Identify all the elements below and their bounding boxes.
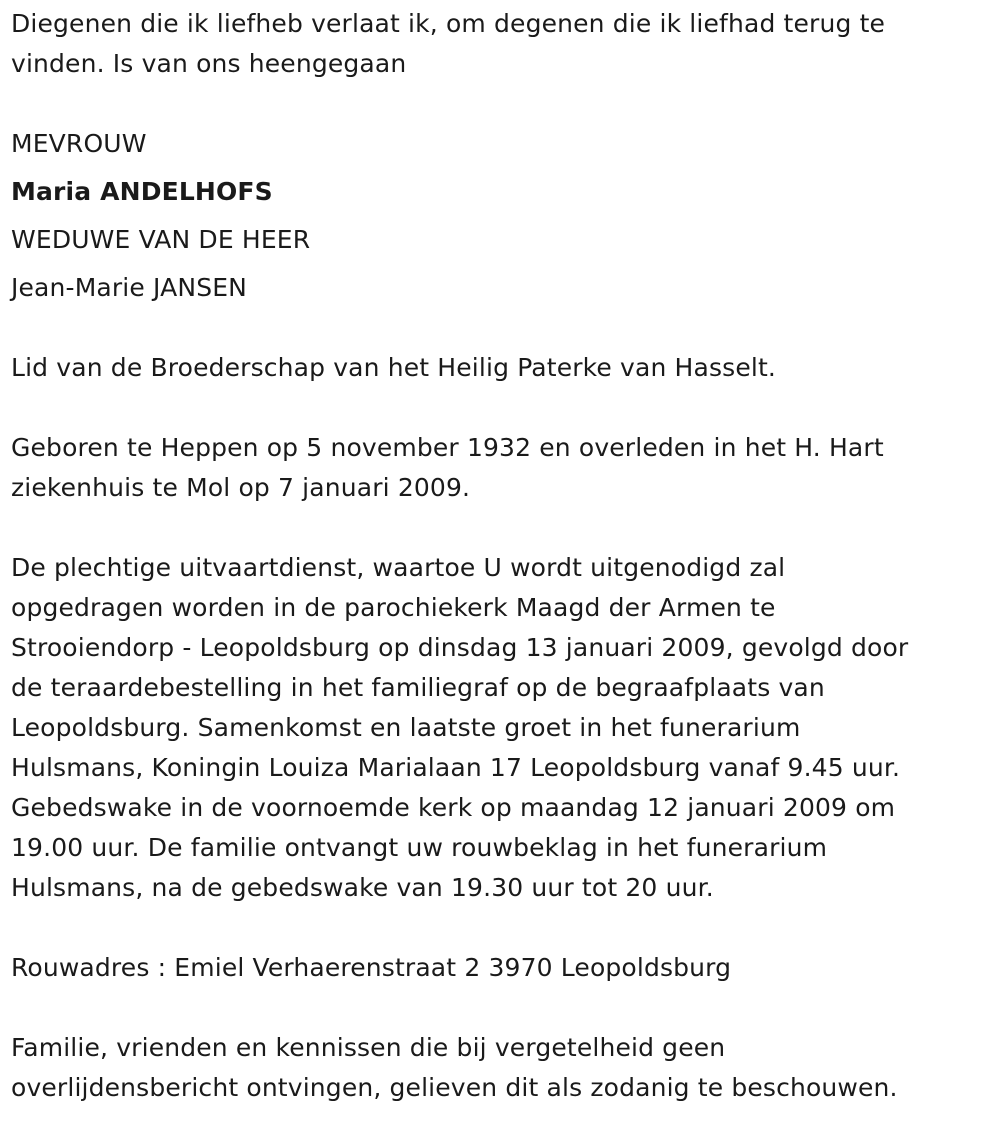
funeral-line: Hulsmans, Koningin Louiza Marialaan 17 Leopoldsburg vanaf 9.45 uur. — [11, 753, 901, 782]
closing-line: Familie, vrienden en kennissen die bij vergetelheid geen — [11, 1033, 726, 1062]
opening-quote-line: vinden. Is van ons heengegaan — [11, 49, 407, 78]
funeral-line: De plechtige uitvaartdienst, waartoe U wordt uitgenodigd zal — [11, 553, 786, 582]
funeral-paragraph — [11, 548, 986, 908]
mourning-address: Rouwadres : Emiel Verhaerenstraat 2 3970 Leopoldsburg — [11, 953, 732, 982]
deceased-spouse: Jean-Marie JANSEN — [11, 273, 248, 302]
birth-death-line: ziekenhuis te Mol op 7 januari 2009. — [11, 473, 471, 502]
obituary-document — [11, 4, 986, 1108]
closing-paragraph — [11, 1028, 986, 1108]
birth-death-line: Geboren te Heppen op 5 november 1932 en overleden in het H. Hart — [11, 433, 884, 462]
funeral-line: de teraardebestelling in het familiegraf op de begraafplaats van — [11, 673, 825, 702]
membership-line: Lid van de Broederschap van het Heilig Paterke van Hasselt. — [11, 353, 776, 382]
funeral-line: Leopoldsburg. Samenkomst en laatste groet in het funerarium — [11, 713, 801, 742]
deceased-relation: WEDUWE VAN DE HEER — [11, 225, 311, 254]
closing-line: overlijdensbericht ontvingen, gelieven dit als zodanig te beschouwen. — [11, 1073, 898, 1102]
deceased-name: Maria ANDELHOFS — [11, 177, 273, 206]
funeral-line: opgedragen worden in de parochiekerk Maagd der Armen te — [11, 593, 776, 622]
birth-death-paragraph — [11, 428, 986, 508]
opening-quote-line: Diegenen die ik liefheb verlaat ik, om degenen die ik liefhad terug te — [11, 9, 886, 38]
deceased-title: MEVROUW — [11, 129, 147, 158]
deceased-block — [11, 124, 986, 308]
funeral-line: Gebedswake in de voornoemde kerk op maandag 12 januari 2009 om — [11, 793, 896, 822]
address-paragraph — [11, 948, 986, 988]
funeral-line: 19.00 uur. De familie ontvangt uw rouwbeklag in het funerarium — [11, 833, 828, 862]
funeral-line: Strooiendorp - Leopoldsburg op dinsdag 13 januari 2009, gevolgd door — [11, 633, 909, 662]
membership-paragraph — [11, 348, 986, 388]
opening-quote — [11, 4, 986, 84]
funeral-line: Hulsmans, na de gebedswake van 19.30 uur tot 20 uur. — [11, 873, 714, 902]
